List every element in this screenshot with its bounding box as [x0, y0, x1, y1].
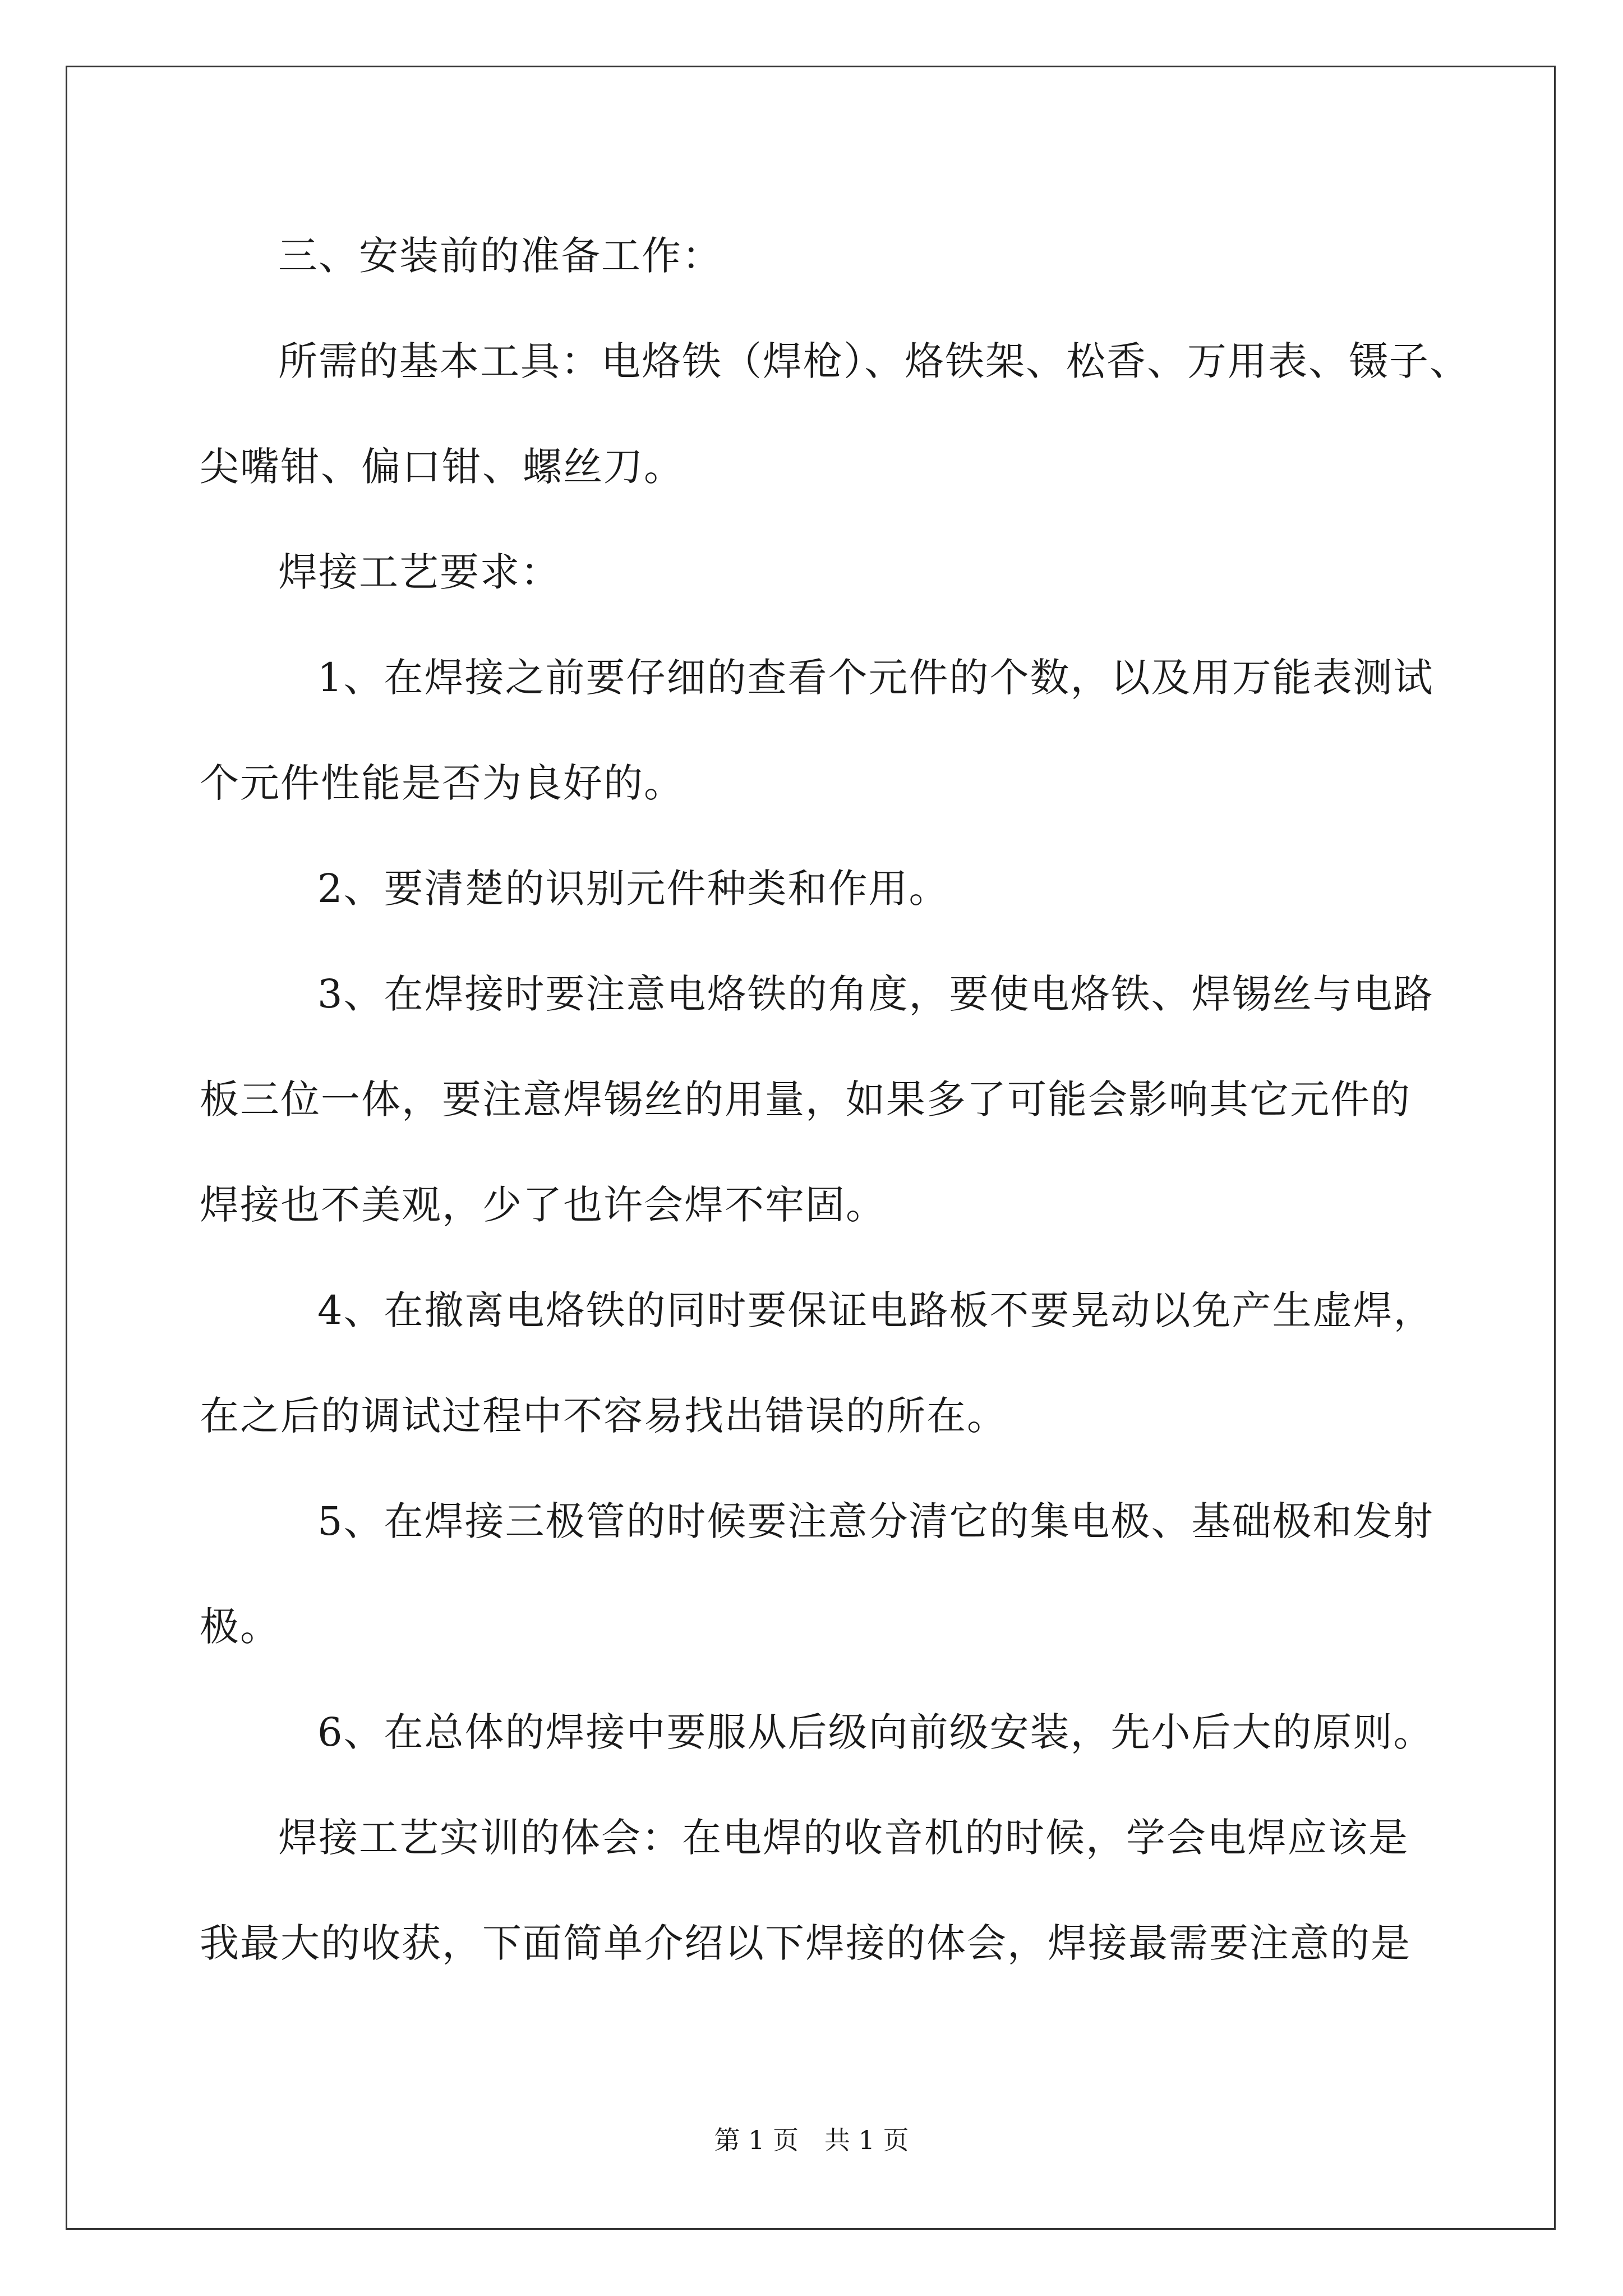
- list-item-line: 3、在焊接时要注意电烙铁的角度，要使电烙铁、焊锡丝与电路: [317, 971, 1434, 1017]
- list-item-line: 4、在撤离电烙铁的同时要保证电路板不要晃动以免产生虚焊，: [317, 1287, 1434, 1333]
- list-item-line: 板三位一体，要注意焊锡丝的用量，如果多了可能会影响其它元件的: [200, 1076, 1411, 1122]
- paragraph-line: 尖嘴钳、偏口钳、螺丝刀。: [200, 444, 684, 490]
- list-item-line: 个元件性能是否为良好的。: [200, 760, 684, 806]
- list-item-line: 2、要清楚的识别元件种类和作用。: [317, 866, 949, 912]
- paragraph-line: 焊接工艺要求：: [278, 549, 561, 595]
- list-item-line: 极。: [200, 1604, 280, 1650]
- page-number-footer: 第 1 页 共 1 页: [714, 2125, 909, 2155]
- paragraph-line: 所需的基本工具：电烙铁（焊枪）、烙铁架、松香、万用表、镊子、: [278, 338, 1470, 384]
- list-item-line: 6、在总体的焊接中要服从后级向前级安装，先小后大的原则。: [317, 1709, 1434, 1755]
- page-border: [66, 66, 1556, 2230]
- paragraph-line: 我最大的收获，下面简单介绍以下焊接的体会，焊接最需要注意的是: [200, 1920, 1411, 1966]
- list-item-line: 焊接也不美观，少了也许会焊不牢固。: [200, 1182, 886, 1228]
- paragraph-line: 焊接工艺实训的体会：在电焊的收音机的时候，学会电焊应该是: [278, 1815, 1409, 1861]
- section-heading: 三、安装前的准备工作：: [278, 233, 722, 279]
- list-item-line: 5、在焊接三极管的时候要注意分清它的集电极、基础极和发射: [317, 1498, 1434, 1544]
- list-item-line: 1、在焊接之前要仔细的查看个元件的个数，以及用万能表测试: [317, 655, 1434, 701]
- list-item-line: 在之后的调试过程中不容易找出错误的所在。: [200, 1393, 1007, 1439]
